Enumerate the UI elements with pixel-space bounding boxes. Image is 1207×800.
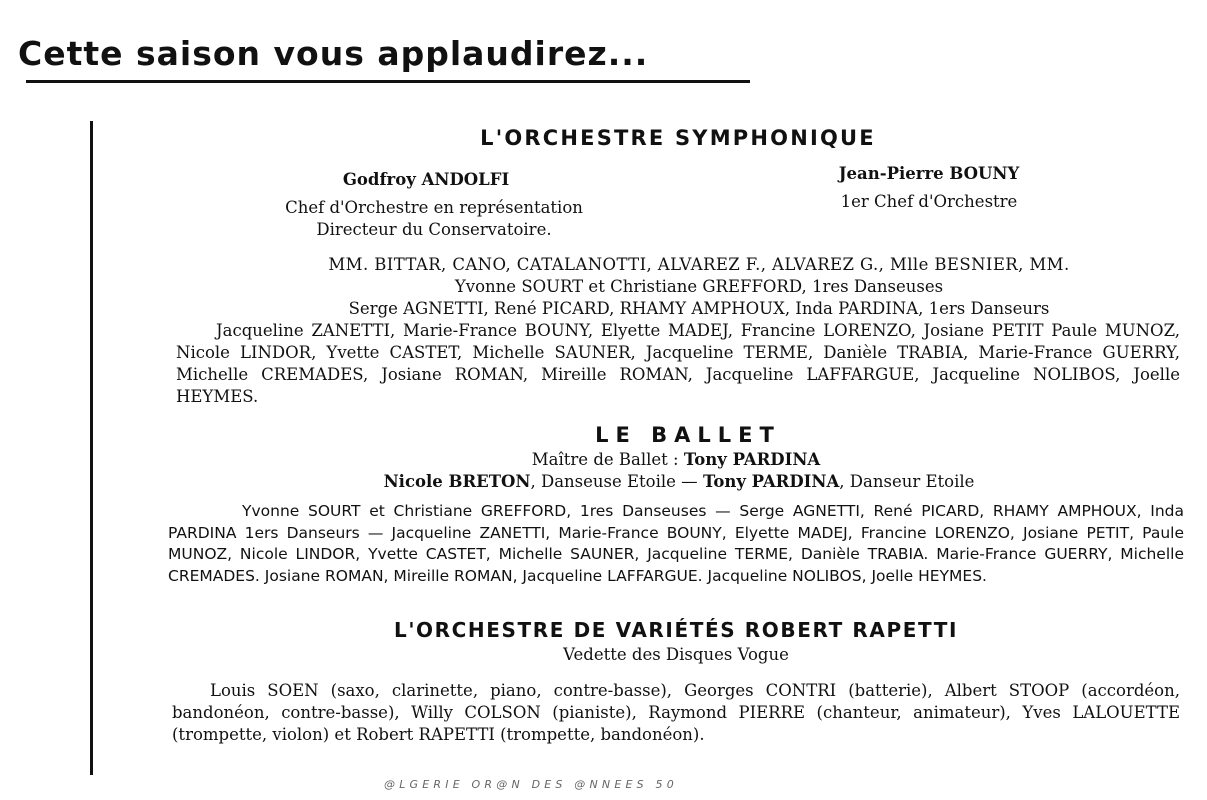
conductor-name-2: Jean-Pierre BOUNY <box>838 164 1020 183</box>
ballet-master-name: Tony PARDINA <box>683 450 821 469</box>
ballet-master <box>376 450 976 469</box>
orchestre-members-block: Jacqueline ZANETTI, Marie-France BOUNY, Elyette MADEJ, Francine LORENZO, Josiane PETIT Paule MUNOZ, Nicole LINDOR, Yvette CASTET, Michelle SAUNER, Jacqueline TERME, Danièle TRABIA, Marie-France GUERRY, Michelle CREMADES, Josiane ROMAN, Mireille ROMAN, Jacqueline LAFFARGUE, Jacqueline NOLIBOS, Joelle HEYMES. <box>176 321 1180 406</box>
ballet-star-2-role: , Danseur Etoile <box>839 472 975 491</box>
varietes-title: L'ORCHESTRE DE VARIÉTÉS ROBERT RAPETTI <box>393 618 959 642</box>
page-heading: Cette saison vous applaudirez... <box>18 34 649 73</box>
conductor-name-1: Godfroy ANDOLFI <box>342 170 510 189</box>
orchestre-members-line-2: Yvonne SOURT et Christiane GREFFORD, 1res Danseuses <box>454 277 944 296</box>
ballet-stars <box>279 472 1079 491</box>
ballet-title: LE BALLET <box>595 423 781 447</box>
conductor-role-2a: 1er Chef d'Orchestre <box>840 192 1018 211</box>
orchestre-members-line-3: Serge AGNETTI, René PICARD, RHAMY AMPHOUX, Inda PARDINA, 1ers Danseurs <box>348 299 1050 318</box>
varietes-subtitle: Vedette des Disques Vogue <box>563 645 789 664</box>
ballet-members-block: Yvonne SOURT et Christiane GREFFORD, 1res Danseuses — Serge AGNETTI, René PICARD, RHAMY AMPHOUX, Inda PARDINA 1ers Danseurs — Jacqueline ZANETTI, Marie-France BOUNY, Elyette MADEJ, Francine LORENZO, Josiane PETIT, Paule MUNOZ, Nicole LINDOR, Yvette CASTET, Michelle SAUNER, Jacqueline TERME, Danièle TRABIA. Marie-France GUERRY, Michelle CREMADES. Josiane ROMAN, Mireille ROMAN, Jacqueline LAFFARGUE. Jacqueline NOLIBOS, Joelle HEYMES. <box>168 502 1184 585</box>
orchestre-title: L'ORCHESTRE SYMPHONIQUE <box>480 126 876 150</box>
ballet-star-2-name: Tony PARDINA <box>702 472 840 491</box>
conductor-role-1b: Directeur du Conservatoire. <box>316 220 552 239</box>
left-vertical-rule <box>90 121 93 775</box>
ballet-star-1-role: , Danseuse Etoile — <box>530 472 698 491</box>
orchestre-members-line-1: MM. BITTAR, CANO, CATALANOTTI, ALVAREZ F., ALVAREZ G., Mlle BESNIER, MM. <box>328 255 1070 274</box>
heading-underline <box>26 80 750 83</box>
footer-watermark: @LGERIE OR@N DES @NNEES 50 <box>384 778 678 791</box>
ballet-master-label: Maître de Ballet : <box>531 450 679 469</box>
conductor-role-1a: Chef d'Orchestre en représentation <box>285 198 583 217</box>
varietes-members-block: Louis SOEN (saxo, clarinette, piano, contre-basse), Georges CONTRI (batterie), Albert STOOP (accordéon, bandonéon, contre-basse), Willy COLSON (pianiste), Raymond PIERRE (chanteur, animateur), Yves LALOUETTE (trompette, violon) et Robert RAPETTI (trompette, bandonéon). <box>172 681 1180 744</box>
ballet-star-1-name: Nicole BRETON <box>383 472 531 491</box>
